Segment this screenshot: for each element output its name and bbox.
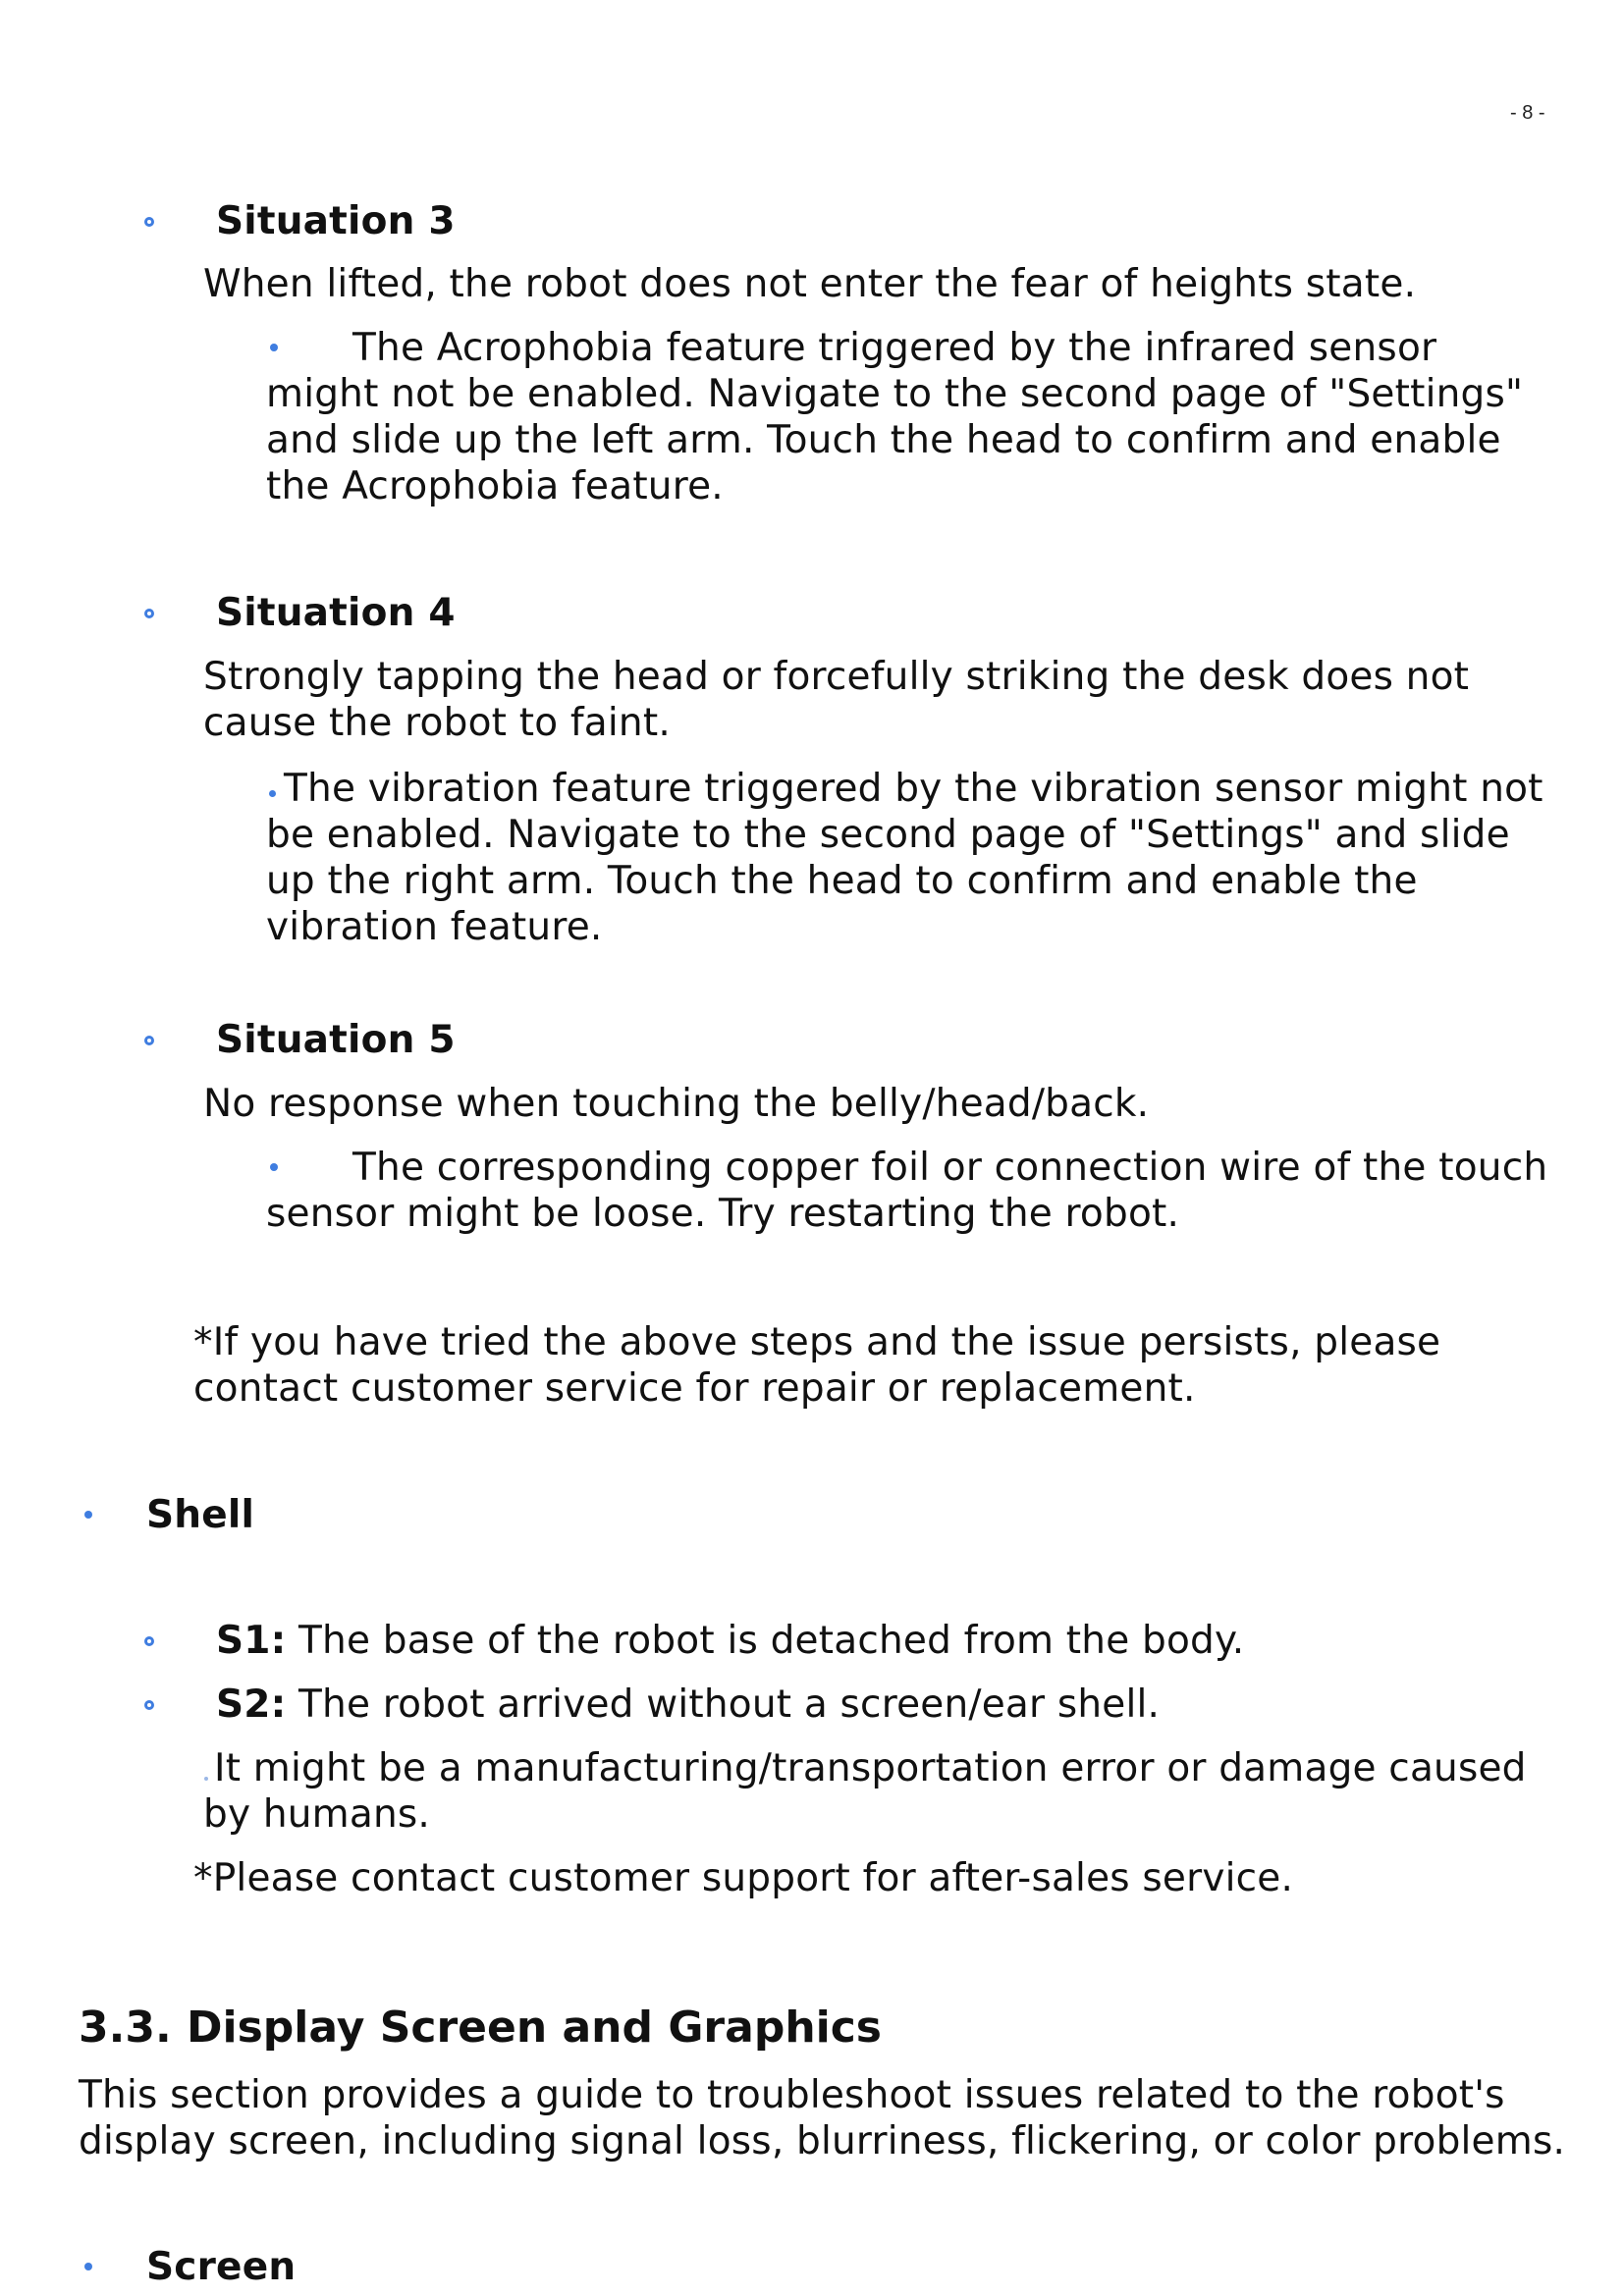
- persist-note-line: *If you have tried the above steps and the issue persists, please: [193, 1320, 1441, 1364]
- situation3-solution-line: and slide up the left arm. Touch the head to confirm and enable: [266, 418, 1501, 462]
- s2-text: The robot arrived without a screen/ear shell.: [286, 1682, 1161, 1727]
- situation3-solution-line: might not be enabled. Navigate to the second page of "Settings": [266, 372, 1524, 416]
- situation4-description-line: Strongly tapping the head or forcefully striking the desk does not: [203, 655, 1470, 699]
- section-intro-line: This section provides a guide to troubleshoot issues related to the robot's: [79, 2073, 1505, 2117]
- bullet-dot-icon: [270, 1163, 278, 1171]
- shell-title: Shell: [146, 1493, 255, 1537]
- section-heading: 3.3. Display Screen and Graphics: [79, 2002, 882, 2053]
- page-number: - 8 -: [1510, 102, 1545, 124]
- situation5-solution-line: The corresponding copper foil or connection wire of the touch: [352, 1146, 1548, 1190]
- shell-cause-line: It might be a manufacturing/transportation error or damage caused: [214, 1746, 1527, 1790]
- shell-cause-line: by humans.: [203, 1792, 430, 1837]
- after-sales-note: *Please contact customer support for after-sales service.: [193, 1856, 1294, 1900]
- situation4-solution-line: vibration feature.: [266, 905, 603, 949]
- s2-label: S2:: [216, 1682, 287, 1727]
- situation3-title: Situation 3: [216, 199, 456, 243]
- circle-bullet-icon: [144, 1636, 154, 1646]
- situation3-solution-line: The Acrophobia feature triggered by the infrared sensor: [352, 326, 1437, 370]
- screen-title: Screen: [146, 2245, 297, 2289]
- situation5-solution-line: sensor might be loose. Try restarting the robot.: [266, 1192, 1180, 1236]
- situation4-solution-line: up the right arm. Touch the head to confirm and enable the: [266, 859, 1418, 903]
- situation4-description-line: cause the robot to faint.: [203, 701, 671, 745]
- situation3-solution-line: the Acrophobia feature.: [266, 464, 724, 508]
- persist-note-line: contact customer service for repair or replacement.: [193, 1366, 1196, 1411]
- s1-text: The base of the robot is detached from the body.: [286, 1619, 1245, 1663]
- bullet-dot-icon: [84, 2263, 92, 2270]
- bullet-dot-icon: [204, 1777, 208, 1781]
- shell-s1: [216, 1618, 1244, 1664]
- circle-bullet-icon: [144, 1700, 154, 1710]
- circle-bullet-icon: [144, 1036, 154, 1045]
- situation4-solution-line: be enabled. Navigate to the second page of "Settings" and slide: [266, 813, 1510, 857]
- circle-bullet-icon: [144, 217, 154, 227]
- bullet-dot-icon: [84, 1511, 92, 1519]
- shell-s2: [216, 1682, 1160, 1728]
- situation5-description: No response when touching the belly/head/back.: [203, 1082, 1150, 1126]
- bullet-dot-icon: [270, 344, 278, 351]
- situation3-description: When lifted, the robot does not enter the fear of heights state.: [203, 262, 1417, 306]
- circle-bullet-icon: [144, 609, 154, 618]
- situation4-solution-line: The vibration feature triggered by the vibration sensor might not: [284, 767, 1543, 811]
- s1-label: S1:: [216, 1619, 287, 1663]
- section-intro-line: display screen, including signal loss, blurriness, flickering, or color problems.: [79, 2119, 1566, 2163]
- situation4-title: Situation 4: [216, 591, 456, 635]
- bullet-dot-icon: [269, 790, 276, 797]
- situation5-title: Situation 5: [216, 1018, 456, 1062]
